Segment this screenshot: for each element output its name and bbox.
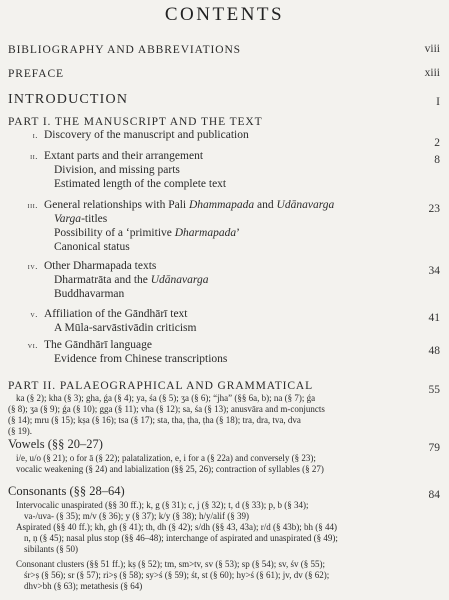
section-page: 48	[428, 345, 440, 357]
detail-line: (§ 14); mru (§ 15); kṣa (§ 16); tsa (§ 17); sta, tha, ṭha, ṭha (§ 18); tra, dra, tva, dva	[8, 415, 301, 425]
section-number: i.	[32, 131, 38, 140]
section-page: 8	[434, 154, 440, 166]
entry-page: 84	[428, 489, 440, 501]
part-label: PART I. THE MANUSCRIPT AND THE TEXT	[8, 116, 263, 128]
section-line: Affiliation of the Gāndhārī text	[44, 308, 188, 320]
section-line: Evidence from Chinese transcriptions	[54, 353, 228, 365]
entry-page: 79	[428, 442, 440, 454]
section-number: ii.	[30, 152, 38, 161]
section-line: Other Dharmapada texts	[44, 260, 157, 272]
entry-page: viii	[424, 43, 440, 55]
entry-label: BIBLIOGRAPHY AND ABBREVIATIONS	[8, 44, 241, 56]
section-line: Estimated length of the complete text	[54, 178, 227, 190]
section-line: A Mūla-sarvāstivādin criticism	[54, 322, 197, 334]
section-line: Canonical status	[54, 241, 130, 253]
entry-page: xiii	[424, 67, 440, 79]
detail-line: śr>ṣ (§ 56); sr (§ 57); ri>ṣ (§ 58); sy>ś (§ 59); śt, st (§ 60); hy>ś (§ 61); jv, dv (§ 62);	[24, 570, 330, 580]
entry-page: I	[436, 96, 440, 108]
section-page: 23	[428, 203, 440, 215]
section-number: v.	[30, 310, 38, 319]
detail-line: Intervocalic unaspirated (§§ 30 ff.); k, g (§ 31); c, j (§ 32); t, d (§ 33); p, b (§ 34);	[16, 500, 309, 510]
detail-line: Aspirated (§§ 40 ff.); kh, gh (§ 41); th, dh (§ 42); s/dh (§§ 43, 43a); r/d (§ 43b); bh (§ 44)	[16, 522, 338, 532]
detail-line: ka (§ 2); kha (§ 3); gha, ǵa (§ 4); ya, śa (§ 5); ʒa (§ 6); “jha” (§§ 6a, b); na (§ 7); ǵa	[16, 393, 316, 403]
detail-line: vocalic weakening (§ 24) and labialization (§§ 25, 26); contraction of syllables (§ 27)	[16, 464, 324, 474]
section-number: vi.	[27, 341, 38, 350]
entry-label: Consonants (§§ 28–64)	[8, 484, 125, 498]
detail-line: Consonant clusters (§§ 51 ff.); kṣ (§ 52); tm, sm>tv, sv (§ 53); sp (§ 54); sv, śv (§ 55);	[16, 559, 325, 569]
section-number: iii.	[27, 201, 38, 210]
page-title: CONTENTS	[164, 4, 285, 25]
section-number: iv.	[27, 262, 38, 271]
part-page: 55	[428, 384, 440, 396]
section-line: Extant parts and their arrangement	[44, 150, 204, 162]
detail-line: i/e, u/o (§ 21); o for ā (§ 22); palatalization, e, i for a (§ 22a) and conversely (§ 23);	[16, 453, 316, 463]
section-line: Possibility of a ‘primitive Dharmapada’	[54, 227, 240, 239]
section-line: Division, and missing parts	[54, 164, 180, 176]
detail-line: dhv>bh (§ 63); metathesis (§ 64)	[24, 581, 143, 591]
section-page: 2	[434, 137, 440, 149]
entry-label: PREFACE	[8, 68, 64, 80]
detail-line: (§ 19).	[8, 426, 32, 436]
detail-line: va-/uva- (§ 35); m/v (§ 36); y (§ 37); k/y (§ 38); h/y/alif (§ 39)	[24, 511, 249, 521]
section-page: 34	[428, 265, 440, 277]
entry-label: Vowels (§§ 20–27)	[8, 437, 103, 451]
section-page: 41	[428, 312, 440, 324]
detail-line: n, ṇ (§ 45); nasal plus stop (§§ 46–48); interchange of aspirated and unaspirated (§ 49);	[24, 533, 338, 543]
part-label: PART II. PALAEOGRAPHICAL AND GRAMMATICAL	[8, 380, 314, 392]
entry-label: INTRODUCTION	[8, 92, 129, 107]
section-line: Dharmatrāta and the Udānavarga	[54, 274, 209, 286]
section-line: Discovery of the manuscript and publication	[44, 129, 249, 141]
detail-line: sibilants (§ 50)	[24, 544, 78, 554]
section-line: Varga-titles	[54, 213, 108, 225]
detail-line: (§ 8); ʒa (§ 9); ǵa (§ 10); gga (§ 11); vha (§ 12); sa, śa (§ 13); anusvāra and m-conjuncts	[8, 404, 325, 414]
section-line: General relationships with Pali Dhammapada and Udānavarga	[44, 199, 335, 211]
section-line: Buddhavarman	[54, 288, 125, 300]
section-line: The Gāndhārī language	[44, 339, 152, 351]
